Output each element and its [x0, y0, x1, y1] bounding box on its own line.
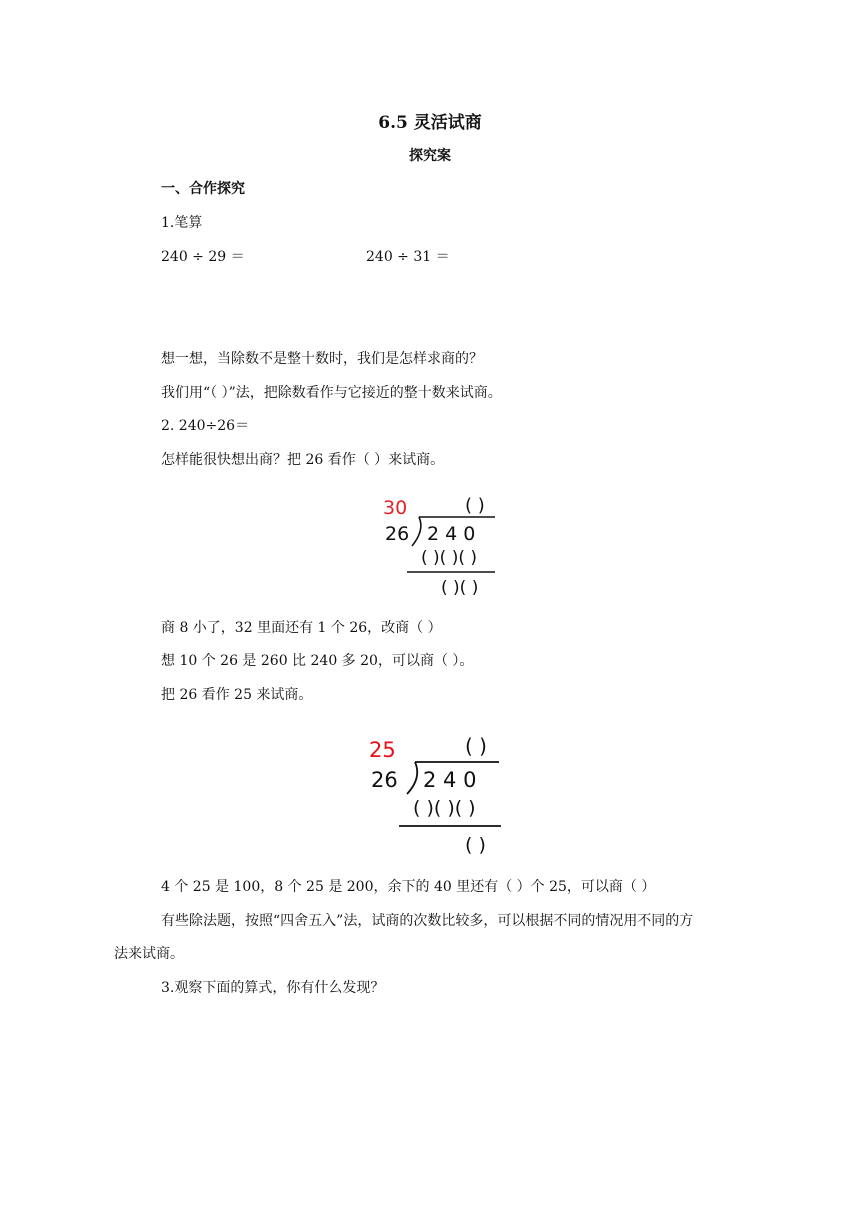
quotient-blank-a: ( ) [465, 495, 485, 516]
dividend-b: 2 4 0 [423, 768, 477, 792]
remainder-blanks-a: ( )( ) [441, 578, 479, 598]
long-division-a [375, 490, 515, 606]
note-change-quotient: 商 8 小了，32 里面还有 1 个 26，改商（ ） [161, 620, 442, 636]
divisor-b: 26 [371, 768, 398, 792]
method-sentence: 我们用“（ ）”法，把除数看作与它接近的整十数来试商。 [161, 385, 502, 401]
expression-a: 240 ÷ 29 ＝ [161, 249, 245, 265]
divisor-a: 26 [385, 523, 410, 545]
estimate-divisor-a: 30 [383, 497, 408, 519]
summary-line-1: 有些除法题，按照“四舍五入”法，试商的次数比较多，可以根据不同的情况用不同的方 [161, 913, 694, 929]
expression-b: 240 ÷ 31 ＝ [366, 249, 450, 265]
product-blanks-a: ( )( )( ) [421, 548, 478, 568]
question-2-prompt: 怎样能很快想出商？把 26 看作（ ）来试商。 [161, 452, 445, 468]
estimate-divisor-b: 25 [369, 738, 396, 762]
summary-line-2: 法来试商。 [114, 946, 184, 962]
section-heading: 一、合作探究 [161, 181, 245, 197]
product-blanks-b: ( )( )( ) [413, 797, 476, 819]
question-2-label: 2. 240÷26＝ [161, 418, 250, 434]
note-groups-of-25: 4 个 25 是 100，8 个 25 是 200，余下的 40 里还有（ ）个 25，可以商（ ） [161, 879, 656, 895]
note-treat-as-25: 把 26 看作 25 来试商。 [161, 687, 313, 703]
dividend-a: 2 4 0 [427, 523, 476, 545]
page-subtitle: 探究案 [409, 148, 451, 164]
think-prompt: 想一想，当除数不是整十数时，我们是怎样求商的？ [161, 351, 483, 367]
question-1-label: 1.笔算 [161, 215, 203, 231]
note-ten-times: 想 10 个 26 是 260 比 240 多 20，可以商（ ）。 [161, 653, 474, 669]
quotient-blank-b: ( ) [465, 734, 487, 758]
long-division-b [365, 730, 510, 862]
remainder-blanks-b: ( ) [465, 834, 486, 856]
question-3-label: 3.观察下面的算式，你有什么发现？ [161, 980, 385, 996]
page-title: 6.5 灵活试商 [378, 113, 482, 133]
